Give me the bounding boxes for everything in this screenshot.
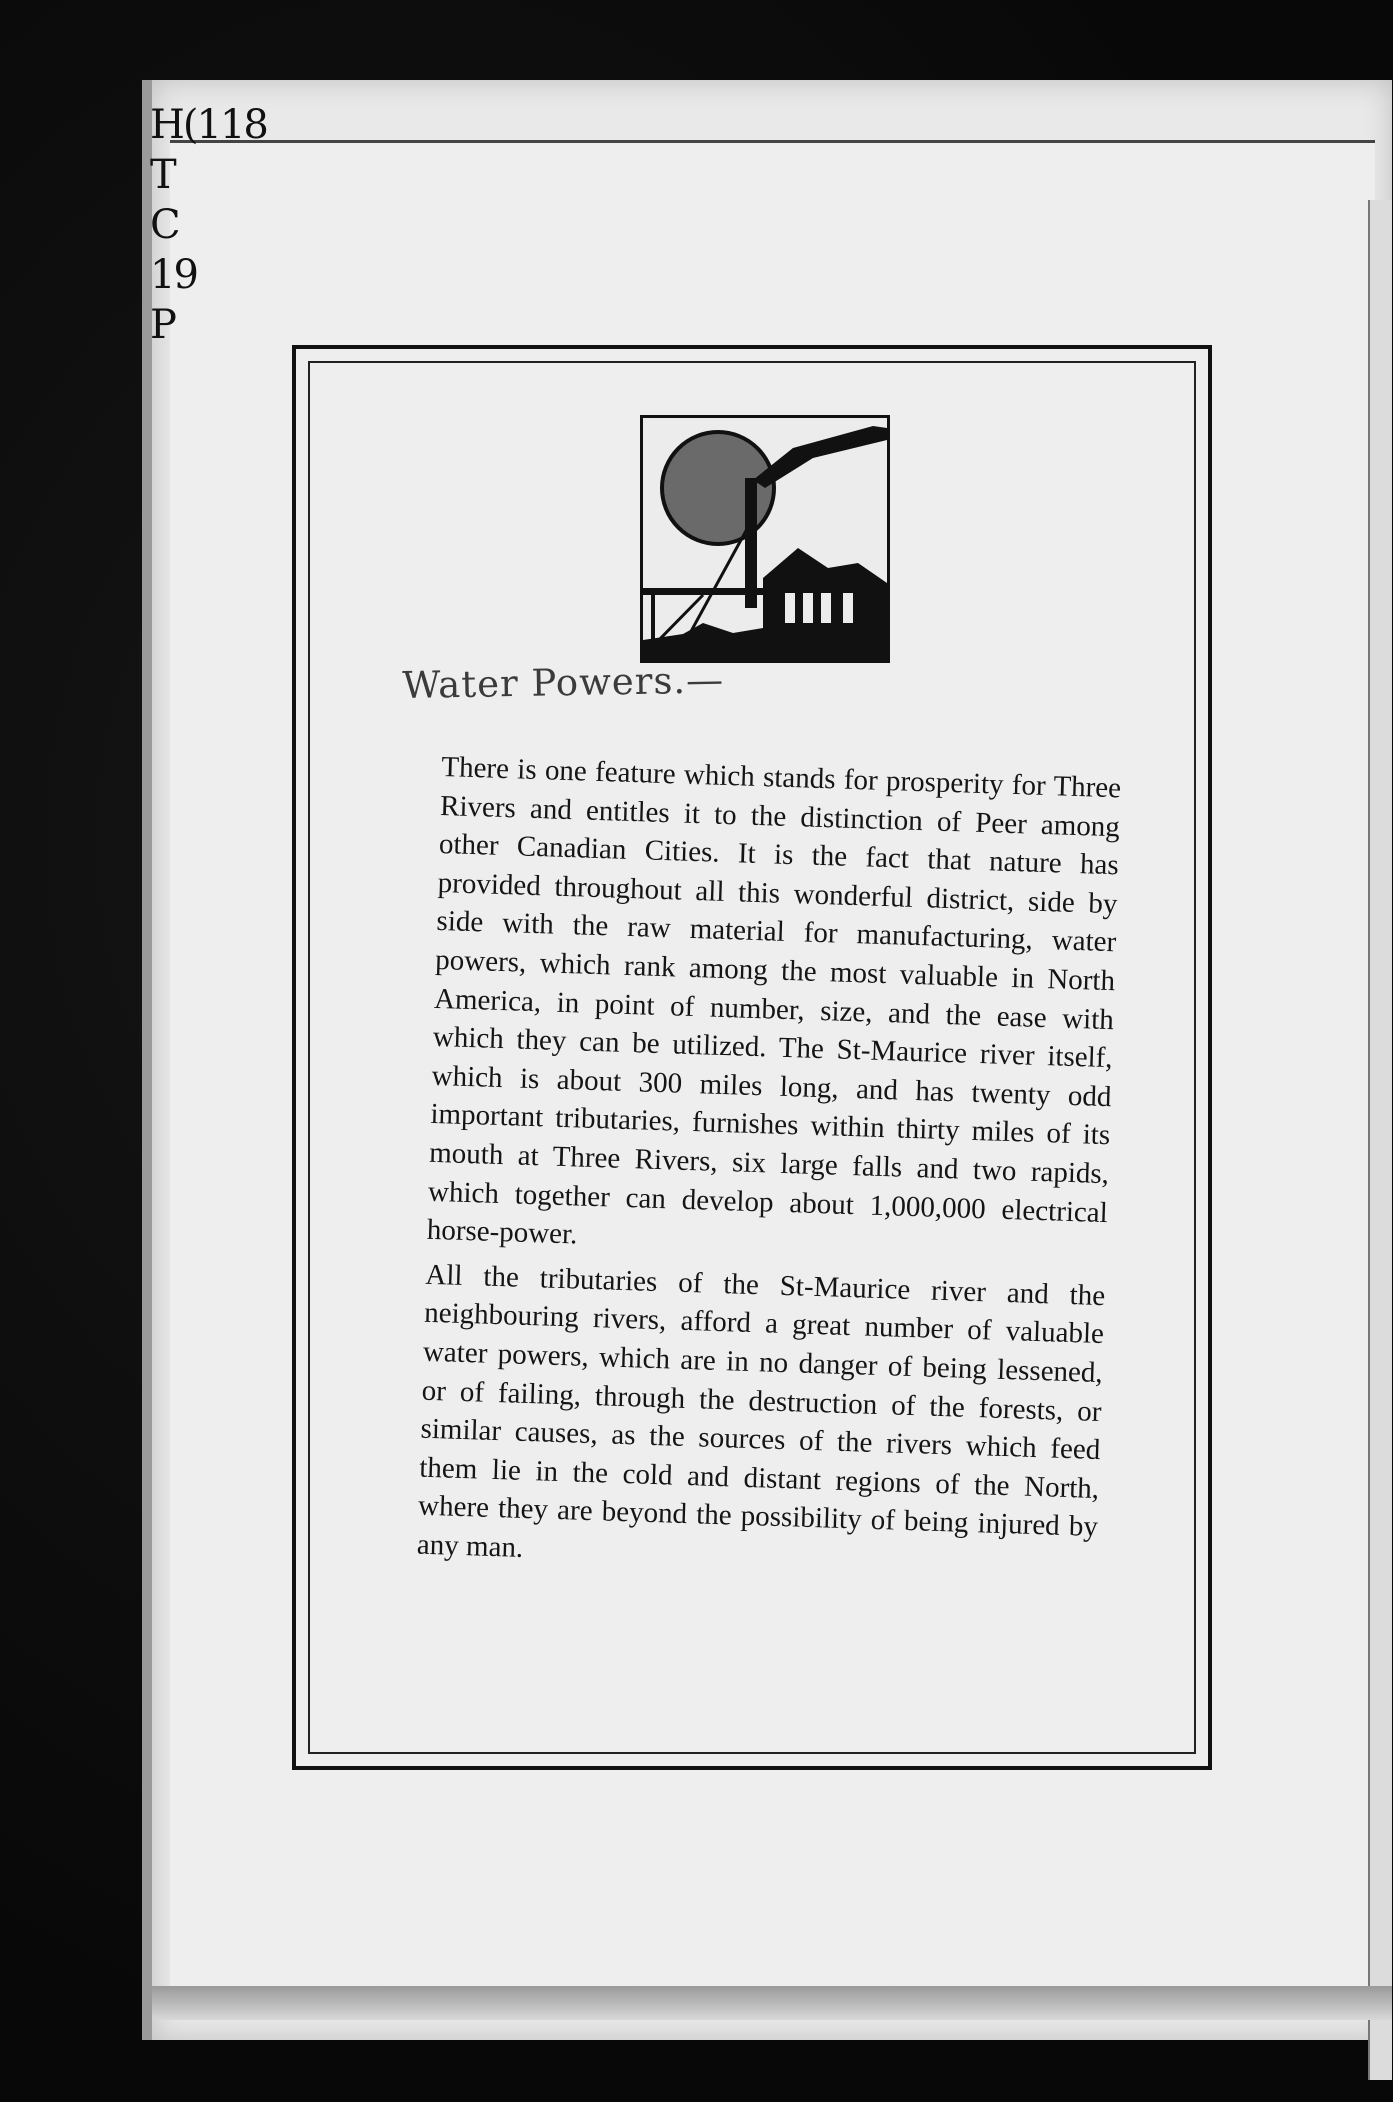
margin-note-line: T <box>150 152 175 198</box>
vignette-drawing <box>643 418 887 660</box>
page-edge <box>1368 200 1392 2080</box>
handwritten-call-number <box>150 100 267 350</box>
page-bottom-band <box>152 1986 1392 2020</box>
paragraph: All the tributaries of the St-Maurice river and the neighbouring rivers, afford a great number of valuable water powers, which are in no danger of being lessened, or of failing, through the destruction of the forests, or similar causes, as the sources of the rivers which feed them lie in the cold and distant regions of the North, where they are beyond the possibility of being injured by any man. <box>416 1258 1106 1564</box>
margin-note-line: 19 <box>150 252 197 298</box>
margin-note-line: C <box>150 202 179 248</box>
section-heading: Water Powers.— <box>402 658 725 707</box>
margin-note-line: H(118 <box>150 102 267 148</box>
industrial-moon-vignette-icon <box>640 415 890 663</box>
paragraph: There is one feature which stands for prosperity for Three Rivers and entitles it to the distinction of Peer among other Canadian Cities. It is the fact that nature has provided throughout all this wonderful district, side by side with the raw material for manufacturing, water powers, which rank among the most valuable in North America, in point of number, size, and the ease with which they can be utilized. The St-Maurice river itself, which is about 300 miles long, and has twenty odd important tributaries, furnishes within thirty miles of its mouth at Three Rivers, six large falls and two rapids, which together can develop about 1,000,000 electrical horse-power. <box>426 750 1122 1251</box>
body-text <box>416 748 1121 1591</box>
margin-note-line: P <box>150 302 175 348</box>
